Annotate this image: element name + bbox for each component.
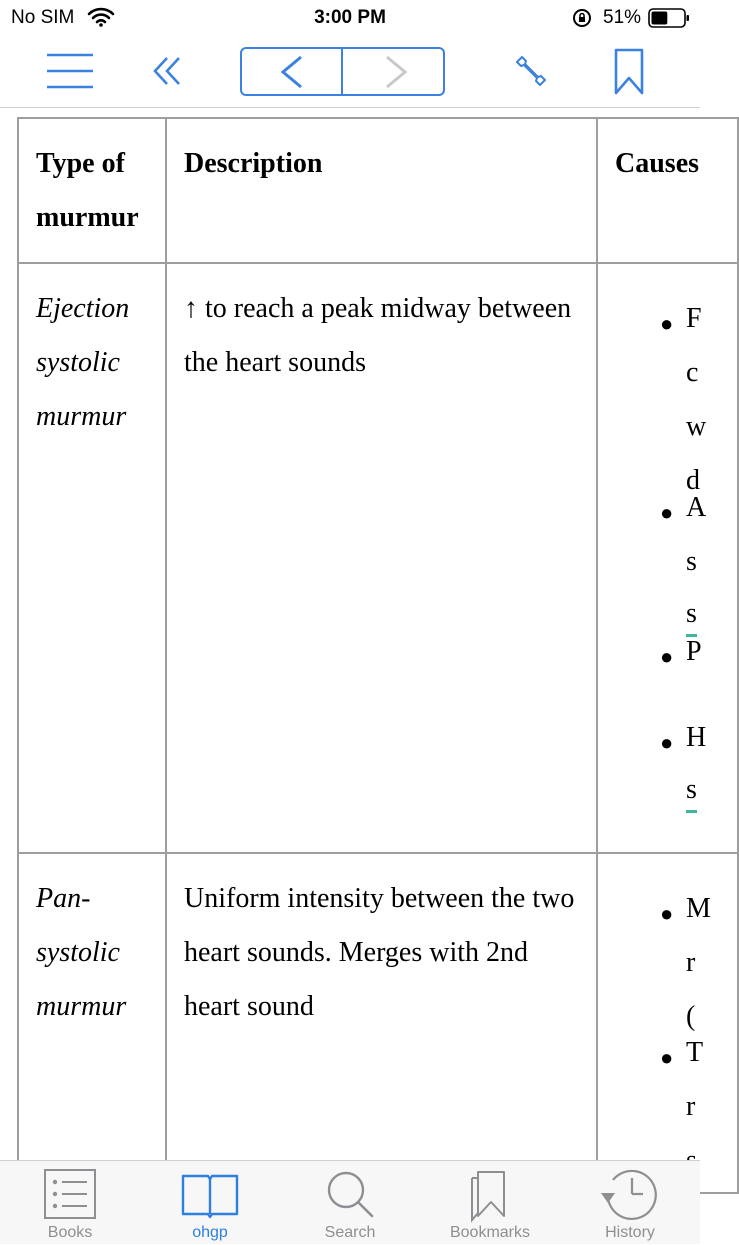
- bookmark-button[interactable]: [612, 48, 646, 96]
- open-book-icon: [180, 1168, 240, 1220]
- murmur-type-cell: Pan-systolic murmur: [18, 853, 166, 1193]
- murmur-table: [17, 117, 739, 1194]
- list-bullet: ●: [660, 730, 674, 755]
- menu-button[interactable]: [46, 52, 94, 90]
- cause-text-fragment: T: [686, 1037, 704, 1068]
- book-content[interactable]: [0, 109, 711, 1160]
- magnifier-icon: [322, 1168, 378, 1220]
- page-navigation-group: [240, 47, 445, 96]
- column-header: Causes: [597, 118, 738, 263]
- orientation-lock-icon: [572, 8, 592, 28]
- tab-ohgp[interactable]: [140, 1161, 280, 1245]
- table-row: [18, 853, 738, 1193]
- hamburger-menu-icon: [46, 52, 94, 90]
- next-page-button[interactable]: [344, 49, 444, 94]
- list-bullet: ●: [660, 644, 674, 669]
- description-cell: ↑ to reach a peak midway between the heart sounds: [166, 263, 597, 853]
- tab-label: ohgp: [192, 1224, 228, 1241]
- column-header: Description: [166, 118, 597, 263]
- table-row: [18, 263, 738, 853]
- chevron-left-icon: [242, 49, 343, 94]
- cause-link-fragment[interactable]: s: [686, 594, 697, 637]
- carrier-label: No SIM: [11, 7, 75, 28]
- cause-text-fragment: A: [686, 492, 707, 523]
- cause-text-fragment: (: [686, 1001, 696, 1032]
- wrench-icon: [513, 53, 549, 89]
- tools-button[interactable]: [513, 53, 549, 89]
- list-bullet: ●: [660, 901, 674, 926]
- bookmark-icon: [612, 48, 646, 96]
- tab-label: Search: [324, 1224, 376, 1241]
- cause-text-fragment: c: [686, 357, 699, 388]
- cause-text-fragment: M: [686, 893, 711, 924]
- cause-text-fragment: s: [686, 546, 697, 577]
- description-cell: Uniform intensity between the two heart sounds. Merges with 2nd heart sound: [166, 853, 597, 1193]
- cause-text-fragment: F: [686, 303, 702, 334]
- tab-history[interactable]: [560, 1161, 700, 1245]
- list-icon: [43, 1168, 97, 1220]
- tab-bookmarks[interactable]: [420, 1161, 560, 1245]
- tab-label: History: [605, 1224, 655, 1241]
- cause-text-fragment: P: [686, 636, 702, 667]
- clock-history-icon: [599, 1168, 661, 1220]
- list-bullet: ●: [660, 311, 674, 336]
- causes-cell: [597, 263, 738, 853]
- chevron-right-icon: [344, 49, 444, 94]
- battery-icon: [648, 8, 690, 28]
- cause-text-fragment: d: [686, 465, 700, 496]
- causes-cell: [597, 853, 738, 1193]
- murmur-type-cell: Ejection systolic murmur: [18, 263, 166, 853]
- double-chevron-left-icon: [150, 52, 188, 90]
- status-bar: [0, 0, 700, 38]
- list-bullet: ●: [660, 500, 674, 525]
- cause-text-fragment: w: [686, 411, 707, 442]
- battery-percent: 51%: [603, 7, 642, 28]
- cause-text-fragment: H: [686, 722, 707, 753]
- cause-link-fragment[interactable]: s: [686, 770, 697, 813]
- clock-time: 3:00 PM: [314, 7, 386, 28]
- bookmarks-icon: [468, 1168, 512, 1220]
- tab-label: Bookmarks: [449, 1224, 531, 1241]
- tab-label: Books: [47, 1224, 93, 1241]
- previous-page-button[interactable]: [242, 49, 343, 94]
- reader-toolbar: [0, 38, 700, 108]
- tab-bar: [0, 1160, 700, 1244]
- cause-text-fragment: r: [686, 1091, 696, 1122]
- cause-text-fragment: r: [686, 947, 696, 978]
- tab-books[interactable]: [0, 1161, 140, 1245]
- table-header-row: [18, 118, 738, 263]
- column-header: Type of murmur: [18, 118, 166, 263]
- tab-search[interactable]: [280, 1161, 420, 1245]
- back-to-start-button[interactable]: [150, 52, 188, 90]
- list-bullet: ●: [660, 1045, 674, 1070]
